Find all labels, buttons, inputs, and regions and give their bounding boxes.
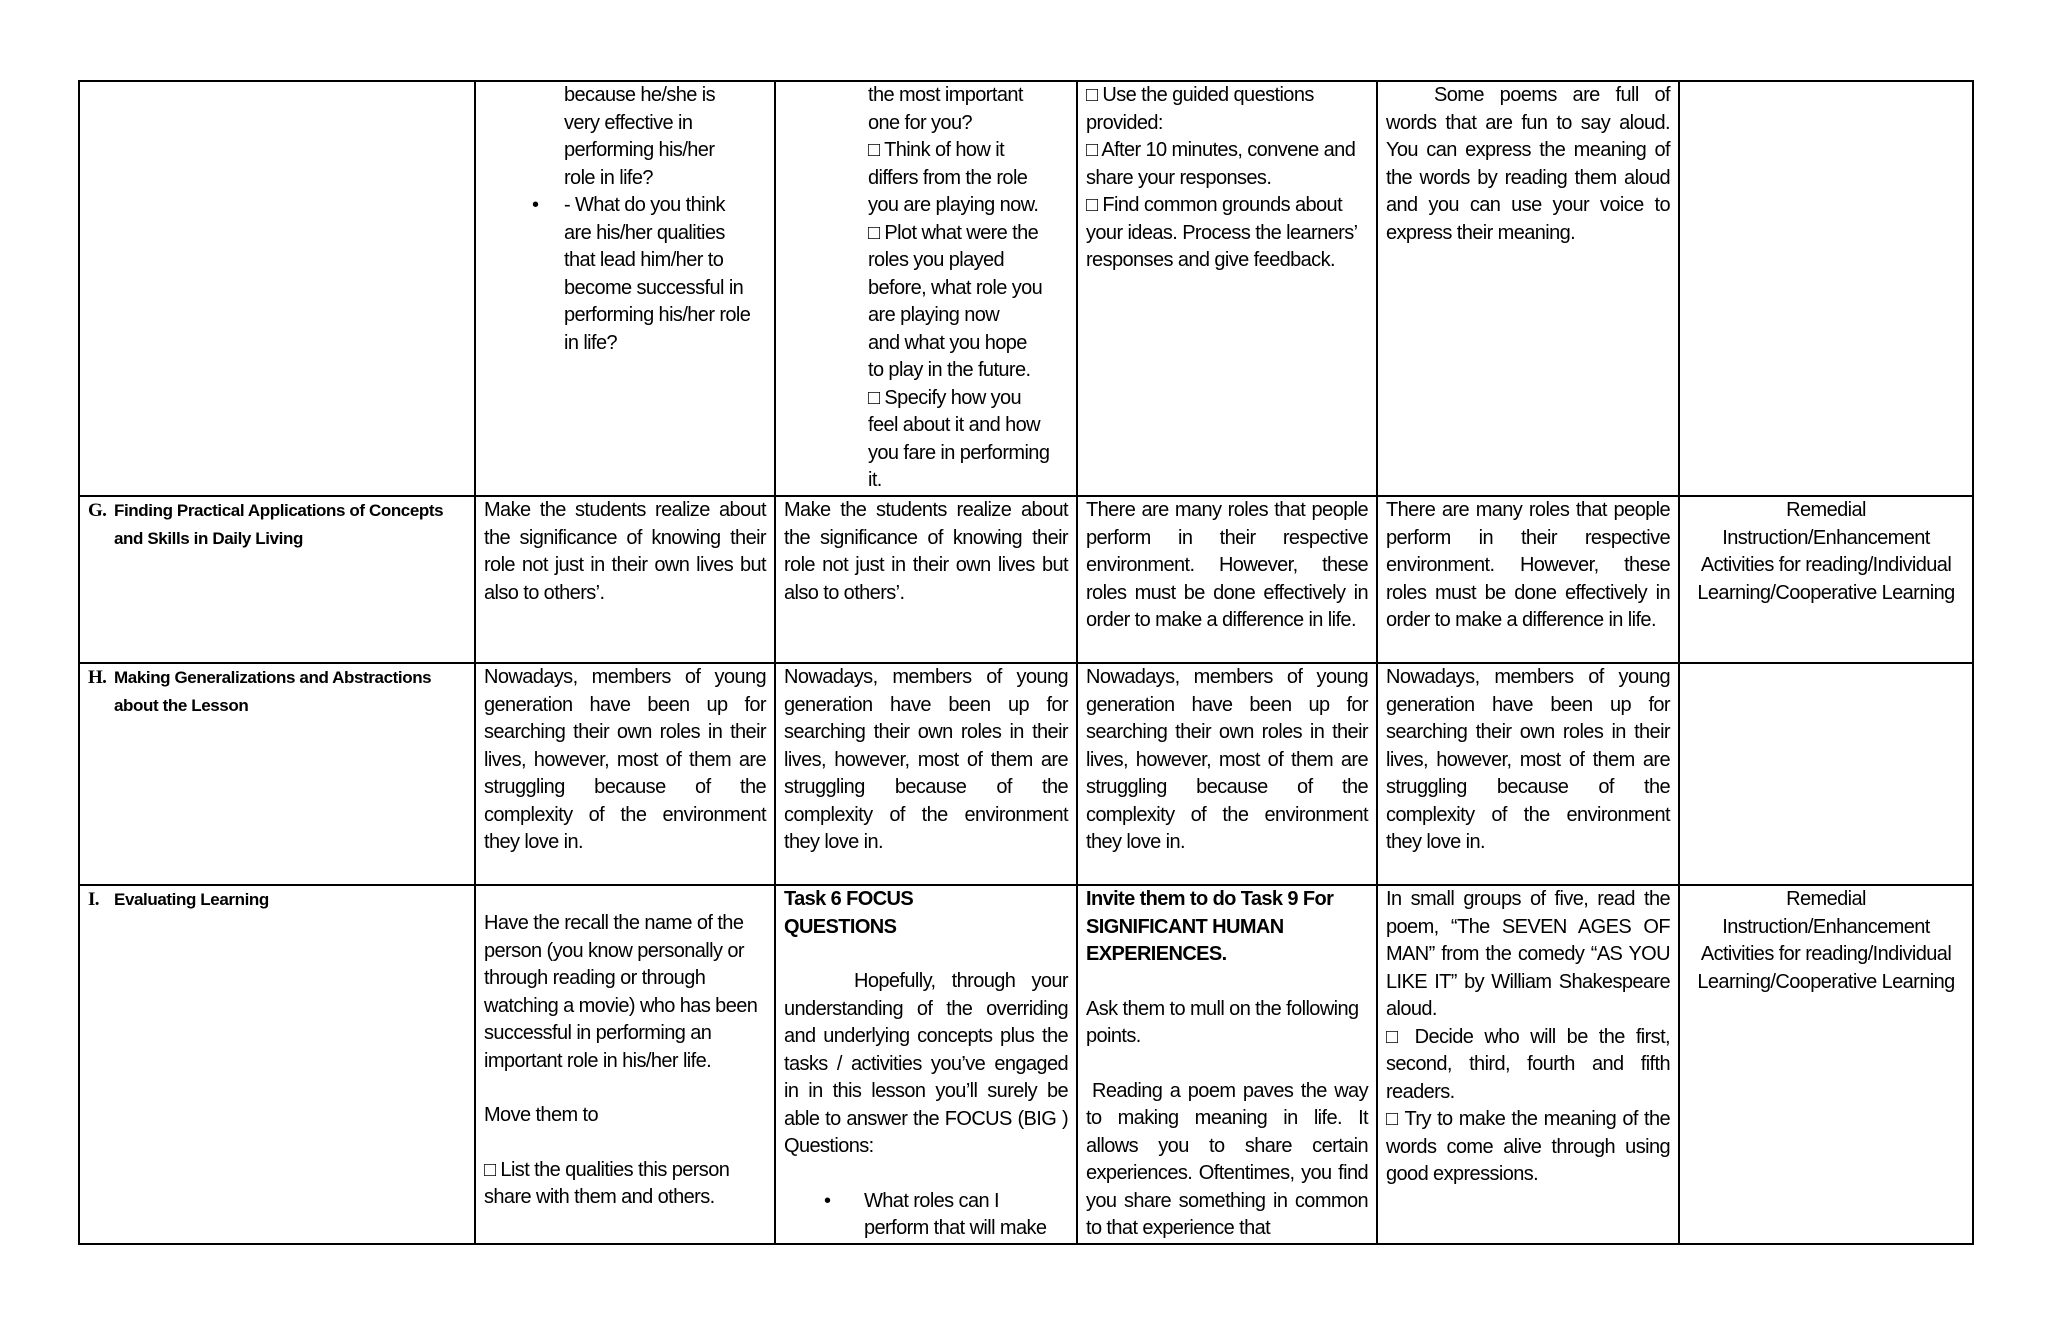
row-letter-i: I. <box>88 889 99 910</box>
cont-col2-line: □ Think of how it <box>868 139 1005 161</box>
g-col5-cell: Remedial Instruction/Enhancement Activities for reading/Individual Learning/Cooperative Learning <box>1679 496 1973 663</box>
row-letter-g: G. <box>88 500 107 521</box>
h-col4-cell: Nowadays, members of young generation have been up for searching their own roles in their lives, however, most of them are struggling because of the complexity of the environment they love in. <box>1377 663 1679 885</box>
table-row-i <box>79 885 1973 1244</box>
i-col1-paragraph: Have the recall the name of the person (you know personally or through reading or through watching a movie) who has been successful in performing an important role in his/her life. <box>484 912 758 1072</box>
i-col1-paragraph: Move them to <box>484 1104 598 1126</box>
bullet-icon: • <box>824 1189 831 1212</box>
i-col2-title: Task 6 FOCUS QUESTIONS <box>784 888 914 938</box>
i-col2-bullet-item <box>784 1188 1068 1243</box>
cont-col2-line: you fare in performing <box>868 441 1050 464</box>
row-letter-h: H. <box>88 667 107 688</box>
row-title-h: Making Generalizations and Abstractions about the Lesson <box>114 668 432 715</box>
i-col1-cell <box>475 885 775 1244</box>
i-col3-paragraph: Ask them to mull on the following points. <box>1086 997 1359 1047</box>
cont-col1-line: very effective in <box>564 111 693 134</box>
i-col4-list-item: □ Decide who will be the first, second, third, fourth and fifth readers. <box>1386 1025 1670 1103</box>
row-label-empty <box>79 81 475 496</box>
cont-col1-bullet-item <box>484 192 766 357</box>
i-col1-list-item: □ List the qualities this person share with them and others. <box>484 1158 730 1208</box>
cont-col2-line: differs from the role <box>868 166 1028 189</box>
cont-col4-cell <box>1377 81 1679 496</box>
cont-col1-line: performing his/her <box>564 139 715 161</box>
cont-col2-line: feel about it and how <box>868 414 1040 436</box>
row-title-g: Finding Practical Applications of Concepts and Skills in Daily Living <box>114 501 444 548</box>
table-row-g <box>79 496 1973 663</box>
g-col3-cell: There are many roles that people perform in their respective environment. However, these roles must be done effectively in order to make a difference in life. <box>1077 496 1377 663</box>
cont-col3-cell <box>1077 81 1377 496</box>
i-col4-paragraph: In small groups of five, read the poem, “The SEVEN AGES OF MAN” from the comedy “AS YOU LIKE IT” by William Shakespeare aloud. <box>1386 888 1670 1020</box>
cont-col1-bullet-text: - What do you think are his/her qualities that lead him/her to become successful in performing his/her role in life? <box>564 194 751 354</box>
i-col2-bullet-text: What roles can I perform that will make <box>864 1189 1047 1239</box>
lesson-plan-table <box>78 80 1974 1245</box>
cont-col5-cell <box>1679 81 1973 496</box>
cont-col2-line: to play in the future. <box>868 359 1031 381</box>
i-col3-cell <box>1077 885 1377 1244</box>
h-col3-cell: Nowadays, members of young generation have been up for searching their own roles in their lives, however, most of them are struggling because of the complexity of the environment they love in. <box>1077 663 1377 885</box>
i-col2-paragraph: Hopefully, through your understanding of the overriding and underlying concepts plus the tasks / activities you’ve engaged in in this lesson you’ll surely be able to answer the FOCUS (BIG ) Questions: <box>784 970 1068 1157</box>
cont-col1-cell <box>475 81 775 496</box>
cont-col2-line: are playing now <box>868 304 1000 326</box>
cont-col2-line: the most important <box>868 84 1023 106</box>
i-col3-paragraph: Reading a poem paves the way to making meaning in life. It allows you to share certain experiences. Oftentimes, you find you share something in common to that experience that <box>1086 1079 1368 1239</box>
bullet-icon: • <box>532 194 539 216</box>
cont-col2-line: it. <box>868 469 882 491</box>
h-col1-cell: Nowadays, members of young generation have been up for searching their own roles in their lives, however, most of them are struggling because of the complexity of the environment they love in. <box>475 663 775 885</box>
g-col4-cell: There are many roles that people perform in their respective environment. However, these roles must be done effectively in order to make a difference in life. <box>1377 496 1679 663</box>
g-col1-cell: Make the students realize about the significance of knowing their role not just in their own lives but also to others’. <box>475 496 775 663</box>
row-label-g <box>79 496 475 663</box>
h-col5-cell <box>1679 663 1973 885</box>
row-label-h <box>79 663 475 885</box>
i-col3-title: Invite them to do Task 9 For SIGNIFICANT HUMAN EXPERIENCES. <box>1086 888 1334 965</box>
i-col2-cell <box>775 885 1077 1244</box>
row-title-i: Evaluating Learning <box>114 890 269 909</box>
row-label-i <box>79 885 475 1244</box>
i-col4-cell <box>1377 885 1679 1244</box>
i-col4-list-item: □ Try to make the meaning of the words come alive through using good expressions. <box>1386 1108 1670 1185</box>
cont-col3-item: □ After 10 minutes, convene and share your responses. <box>1086 139 1356 189</box>
cont-col2-line: you are playing now. <box>868 194 1039 216</box>
table-row-h <box>79 663 1973 885</box>
cont-col2-line: roles you played <box>868 249 1005 271</box>
h-col2-cell: Nowadays, members of young generation have been up for searching their own roles in their lives, however, most of them are struggling because of the complexity of the environment they love in. <box>775 663 1077 885</box>
cont-col2-line: before, what role you <box>868 276 1043 299</box>
cont-col4-text: Some poems are full of words that are fun to say aloud. You can express the meaning of the words by reading them aloud and you can use your voice to express their meaning. <box>1386 84 1670 244</box>
cont-col2-line: one for you? <box>868 111 972 134</box>
cont-col2-cell <box>775 81 1077 496</box>
i-col5-cell: Remedial Instruction/Enhancement Activities for reading/Individual Learning/Cooperative Learning <box>1679 885 1973 1244</box>
cont-col2-line: □ Plot what were the <box>868 221 1039 244</box>
cont-col1-line: because he/she is <box>564 84 716 106</box>
cont-col2-line: □ Specify how you <box>868 386 1022 409</box>
table-row-continued <box>79 81 1973 496</box>
cont-col3-item: □ Find common grounds about your ideas. Process the learners’ responses and give feedback. <box>1086 194 1357 271</box>
cont-col2-line: and what you hope <box>868 331 1027 354</box>
cont-col1-line: role in life? <box>564 166 653 189</box>
g-col2-cell: Make the students realize about the significance of knowing their role not just in their own lives but also to others’. <box>775 496 1077 663</box>
cont-col3-item: □ Use the guided questions provided: <box>1086 84 1314 134</box>
